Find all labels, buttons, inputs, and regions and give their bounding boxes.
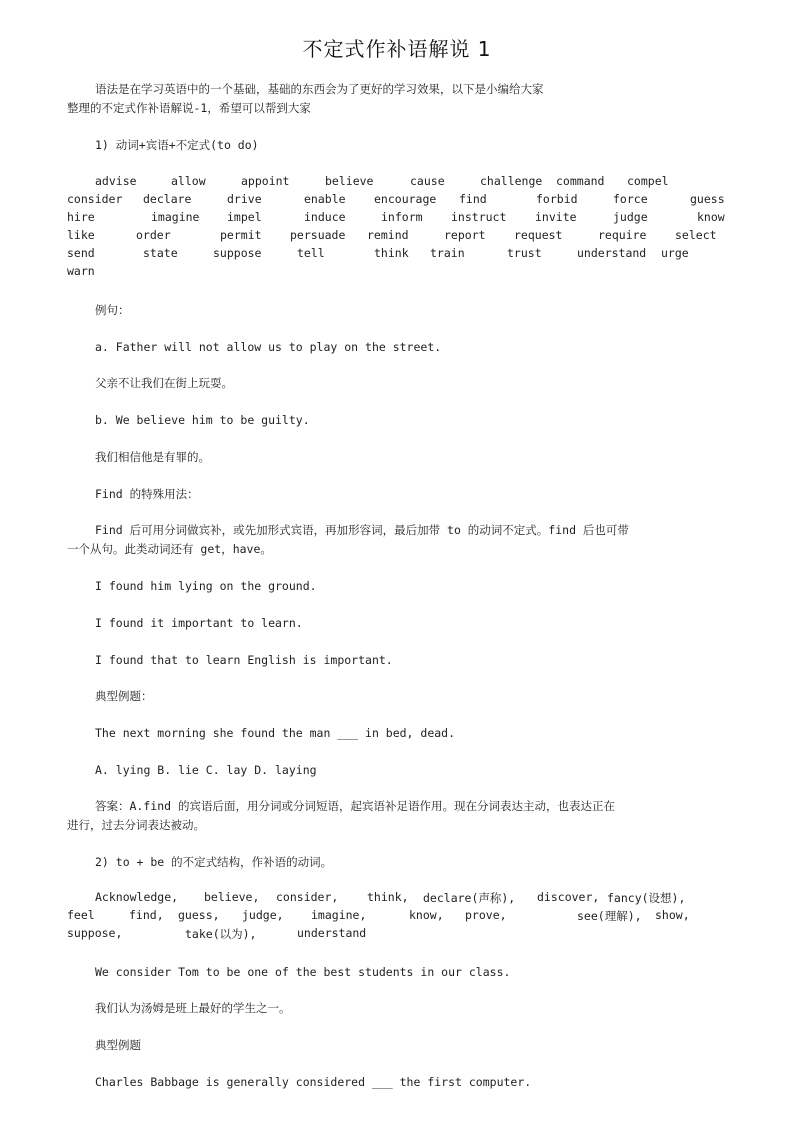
verb-word: permit [220,228,262,242]
verb-word: send [67,246,95,260]
intro-paragraph-line-2: 整理的不定式作补语解说-1，希望可以帮到大家 [67,101,311,115]
verb-word: impel [227,210,262,224]
verb-word: like [67,228,95,242]
verb-word: see(理解), [577,909,642,923]
verb-word: believe [325,174,374,188]
verb-word: trust [507,246,542,260]
examples-label: 例句： [95,303,130,317]
verb-word: guess [690,192,725,206]
verb-word: imagine [151,210,200,224]
verb-word: consider, [276,890,339,904]
verb-word: suppose, [67,926,123,940]
verb-list-2-row [67,908,727,926]
verb-word: Acknowledge, [95,890,179,904]
verb-word: know [697,210,725,224]
verb-list-1-row [67,210,727,228]
verb-word: fancy(设想), [607,891,686,905]
verb-list-1-row [67,228,727,246]
verb-word: understand [297,926,367,940]
verb-word: think [374,246,409,260]
example-a: a. Father will not allow us to play on the street. [95,340,442,354]
verb-word: suppose [213,246,262,260]
verb-word: warn [67,264,95,278]
verb-word: advise [95,174,137,188]
verb-list-1-row [67,264,727,282]
question-1: The next morning she found the man ___ in bed, dead. [95,726,456,740]
find-usage-line-2: 一个从句。此类动词还有 get，have。 [67,542,272,556]
verb-word: command [556,174,605,188]
verb-word: appoint [241,174,290,188]
verb-word: compel [627,174,669,188]
find-example-2: I found it important to learn. [95,616,303,630]
verb-list-1-row [67,174,727,192]
verb-word: require [598,228,647,242]
question-2: Charles Babbage is generally considered ___ the first computer. [95,1075,532,1089]
verb-word: find, [129,908,164,922]
verb-word: think, [367,890,409,904]
verb-word: declare [143,192,192,206]
verb-word: report [444,228,486,242]
verb-word: show, [655,908,690,922]
verb-word: take(以为), [185,927,257,941]
answer-line-2: 进行，过去分词表达被动。 [67,818,205,832]
verb-word: request [514,228,563,242]
verb-word: induce [304,210,346,224]
example-b: b. We believe him to be guilty. [95,413,310,427]
verb-word: persuade [290,228,346,242]
verb-list-1-row [67,192,727,210]
verb-word: train [430,246,465,260]
example-a-translation: 父亲不让我们在街上玩耍。 [95,376,233,390]
verb-word: judge, [242,908,284,922]
example-2: We consider Tom to be one of the best students in our class. [95,965,511,979]
verb-word: force [613,192,648,206]
verb-list-2-row [67,926,727,944]
example-2-translation: 我们认为汤姆是班上最好的学生之一。 [95,1001,291,1015]
verb-word: prove, [465,908,507,922]
verb-word: declare(声称), [423,891,516,905]
verb-word: allow [171,174,206,188]
page-title: 不定式作补语解说 1 [302,37,492,61]
verb-word: tell [297,246,325,260]
find-example-3: I found that to learn English is important. [95,653,393,667]
verb-word: select [675,228,717,242]
verb-word: consider [67,192,123,206]
verb-word: encourage [374,192,437,206]
find-usage-line-1: Find 后可用分词做宾补，或先加形式宾语，再加形容词，最后加带 to 的动词不定式。find 后也可带 [95,523,629,537]
verb-word: discover, [537,890,600,904]
verb-word: cause [410,174,445,188]
verb-word: enable [304,192,346,206]
verb-list-1-row [67,246,727,264]
verb-word: feel [67,908,95,922]
verb-word: guess, [178,908,220,922]
verb-word: invite [535,210,577,224]
typical-example-label: 典型例题： [95,689,153,703]
verb-word: understand [577,246,647,260]
verb-word: forbid [536,192,578,206]
verb-word: urge [661,246,689,260]
verb-word: judge [613,210,648,224]
typical-example-label-2: 典型例题 [95,1038,141,1052]
verb-word: hire [67,210,95,224]
section-1-heading: 1) 动词+宾语+不定式(to do) [95,138,259,152]
find-example-1: I found him lying on the ground. [95,579,317,593]
verb-list-2-row [67,890,727,908]
verb-word: state [143,246,178,260]
verb-word: know, [409,908,444,922]
answer-line-1: 答案：A.find 的宾语后面，用分词或分词短语，起宾语补足语作用。现在分词表达主动，也表达正在 [95,799,615,813]
verb-word: remind [367,228,409,242]
verb-word: believe, [204,890,260,904]
verb-word: imagine, [311,908,367,922]
verb-word: drive [227,192,262,206]
verb-word: inform [381,210,423,224]
verb-word: order [136,228,171,242]
intro-paragraph-line-1: 语法是在学习英语中的一个基础，基础的东西会为了更好的学习效果，以下是小编给大家 [95,82,544,96]
verb-word: challenge [480,174,543,188]
verb-word: instruct [451,210,507,224]
verb-word: find [459,192,487,206]
section-2-heading: 2) to + be 的不定式结构，作补语的动词。 [95,855,333,869]
example-b-translation: 我们相信他是有罪的。 [95,450,210,464]
find-usage-heading: Find 的特殊用法： [95,487,199,501]
question-1-options: A. lying B. lie C. lay D. laying [95,763,317,777]
